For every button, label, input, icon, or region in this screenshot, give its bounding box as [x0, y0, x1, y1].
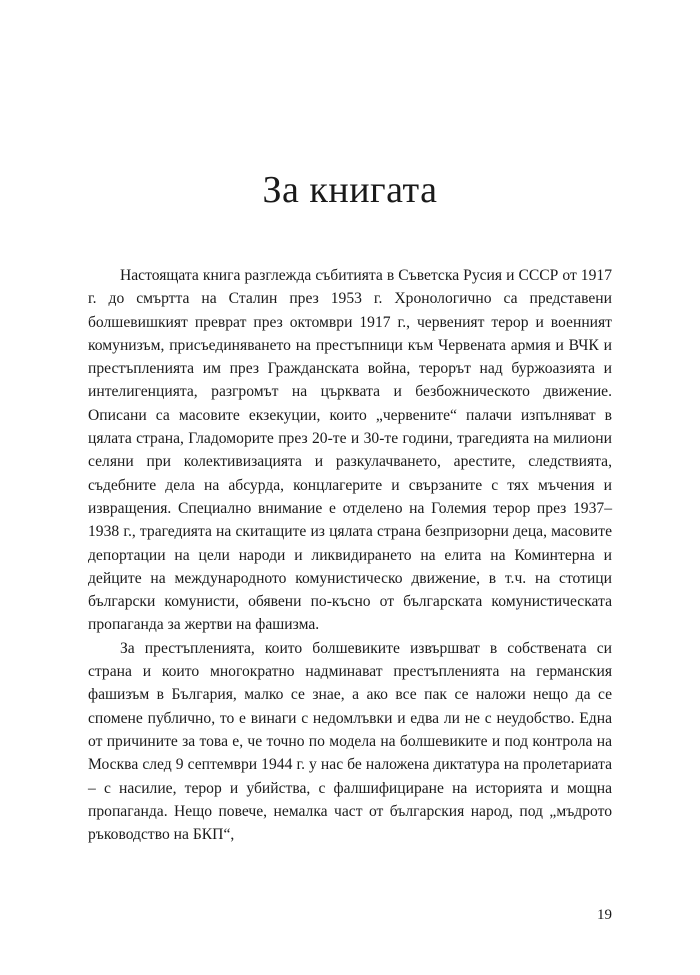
paragraph-2: За престъпленията, които болшевиките извършват в собствената си страна и които многократно надминават престъпленията на германския фашизъм в България, малко се знае, а ако все пак се наложи нещо да се спомене публично, то е винаги с недомлъвки и едва ли не с неудобство. Една от причините за това е, че точно по модела на болшевиките и под контрола на Москва след 9 септември 1944 г. у нас бе наложена диктатура на пролетариата – с насилие, терор и убийства, с фалшифициране на историята и мощна пропаганда. Нещо повече, немалка част от българския народ, под „мъдрото ръководство на БКП“, [88, 639, 612, 844]
body-text [88, 264, 612, 846]
page-number: 19 [597, 907, 612, 923]
chapter-title: За книгата [262, 169, 438, 211]
paragraph-1: Настоящата книга разглежда събитията в Съветска Русия и СССР от 1917 г. до смъртта на Сталин през 1953 г. Хронологично са представени болшевишкият преврат през октомври 1917 г., червеният терор и военният комунизъм, присъединяването на престъпници към Червената армия и ВЧК и престъпленията им през Гражданската война, терорът над буржоазията и интелигенцията, разгромът на църквата и безбожническото движение. Описани са масовите екзекуции, които „червените“ палачи изпълняват в цялата страна, Гладоморите през 20-те и 30-те години, трагедията на милиони селяни при колективизацията и разкулачването, арестите, следствията, съдебните дела на абсурда, концлагерите и свързаните с тях мъчения и извращения. Специално внимание е отделено на Големия терор през 1937–1938 г., трагедията на скитащите из цялата страна безпризорни деца, масовите депортации на цели народи и ликвидирането на елита на Коминтерна и дейците на международното комунистическо движение, в т.ч. на стотици български комунисти, обявени по-късно от българската комунистическата пропаганда за жертви на фашизма. [88, 267, 612, 634]
